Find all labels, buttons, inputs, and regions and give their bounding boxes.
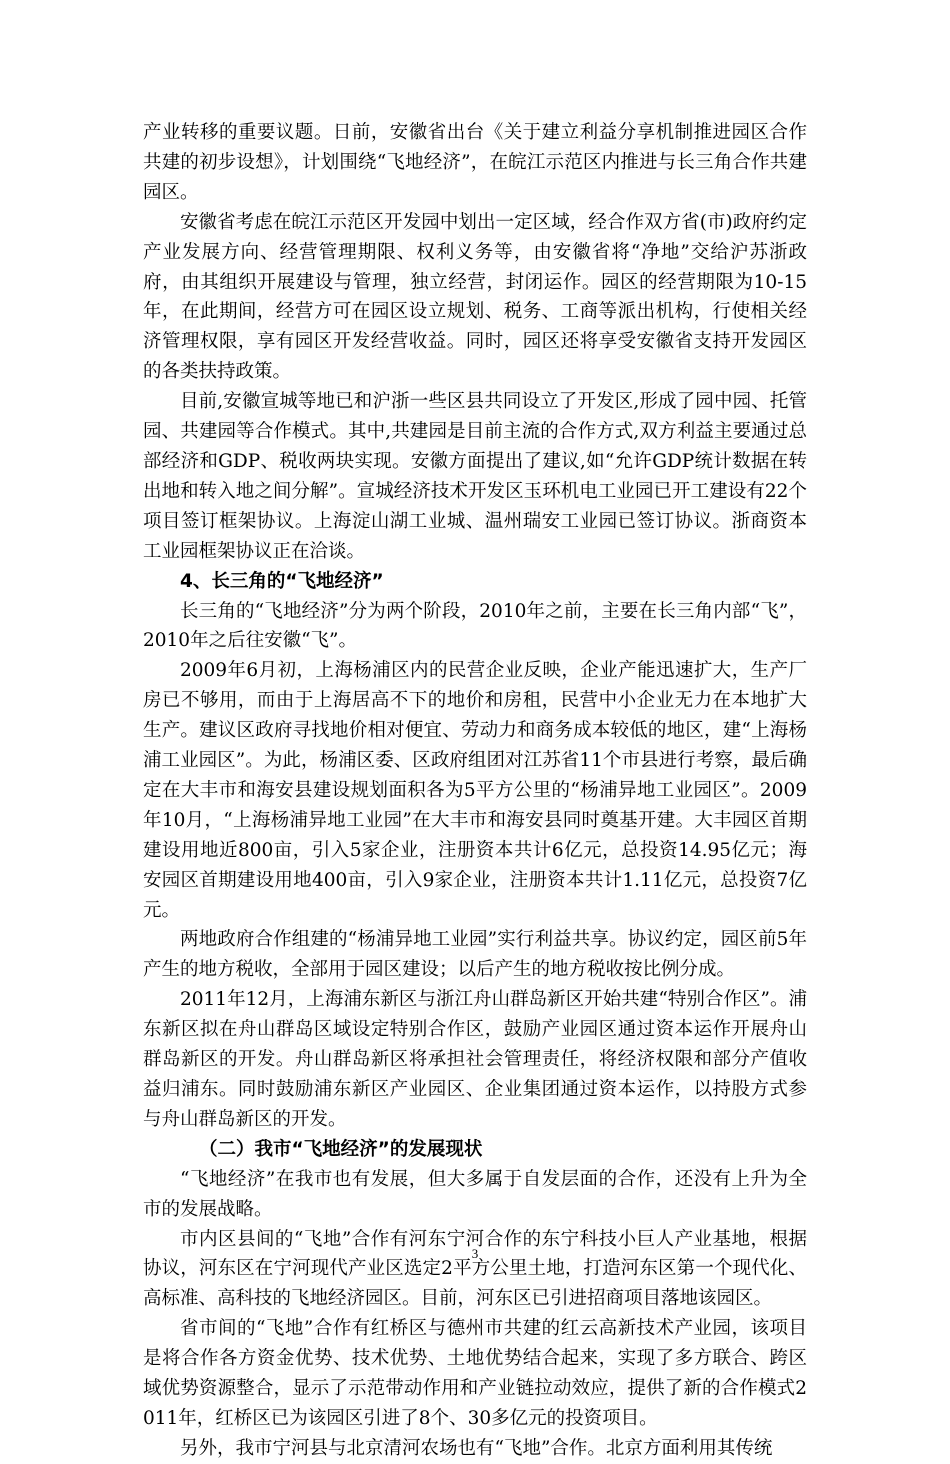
paragraph-2: 安徽省考虑在皖江示范区开发园中划出一定区域，经合作双方省(市)政府约定产业发展方向、经营管理期限、权利义务等，由安徽省将“净地”交给沪苏浙政府，由其组织开展建设与管理，独立经营，封闭运作。园区的经营期限为10-15年，在此期间，经营方可在园区设立规划、税务、工商等派出机构，行使相关经济管理权限，享有园区开发经营收益。同时，园区还将享受安徽省支持开发园区的各类扶持政策。 xyxy=(143,211,807,383)
paragraph-5: 2009年6月初，上海杨浦区内的民营企业反映，企业产能迅速扩大，生产厂房已不够用，而由于上海居高不下的地价和房租，民营中小企业无力在本地扩大生产。建议区政府寻找地价相对便宜、劳动力和商务成本较低的地区，建“上海杨浦工业园区”。为此，杨浦区委、区政府组团对江苏省11个市县进行考察，最后确定在大丰市和海安县建设规划面积各为5平方公里的“杨浦异地工业园区”。2009年10月，“上海杨浦异地工业园”在大丰市和海安县同时奠基开建。大丰园区首期建设用地近800亩，引入5家企业，注册资本共计6亿元，总投资14.95亿元；海安园区首期建设用地400亩，引入9家企业，注册资本共计1.11亿元，总投资7亿元。 xyxy=(143,660,807,921)
paragraph-10: 省市间的“飞地”合作有红桥区与德州市共建的红云高新技术产业园，该项目是将合作各方资金优势、技术优势、土地优势结合起来，实现了多方联合、跨区域优势资源整合，显示了示范带动作用和产业链拉动效应，提供了新的合作模式2011年，红桥区已为该园区引进了8个、30多亿元的投资项目。 xyxy=(143,1318,807,1429)
paragraph-8: “飞地经济”在我市也有发展，但大多属于自发层面的合作，还没有上升为全市的发展战略。 xyxy=(143,1168,807,1220)
page-number: 3 xyxy=(471,1246,479,1261)
paragraph-7: 2011年12月，上海浦东新区与浙江舟山群岛新区开始共建“特别合作区”。浦东新区拟在舟山群岛区域设定特别合作区，鼓励产业园区通过资本运作开展舟山群岛新区的开发。舟山群岛新区将承担社会管理责任，将经济权限和部分产值收益归浦东。同时鼓励浦东新区产业园区、企业集团通过资本运作，以持股方式参与舟山群岛新区的开发。 xyxy=(143,989,807,1130)
paragraph-3: 目前,安徽宣城等地已和沪浙一些区县共同设立了开发区,形成了园中园、托管园、共建园等合作模式。其中,共建园是目前主流的合作方式,双方利益主要通过总部经济和GDP、税收两块实现。安徽方面提出了建议,如“允许GDP统计数据在转出地和转入地之间分解”。宣城经济技术开发区玉环机电工业园已开工建设有22个项目签订框架协议。上海淀山湖工业城、温州瑞安工业园已签订协议。浙商资本工业园框架协议正在洽谈。 xyxy=(143,391,807,562)
section-heading-yangtze-delta: 4、长三角的“飞地经济” xyxy=(180,570,384,592)
paragraph-1: 产业转移的重要议题。日前，安徽省出台《关于建立利益分享机制推进园区合作共建的初步设想》，计划围绕“飞地经济”，在皖江示范区内推进与长三角合作共建园区。 xyxy=(143,122,807,203)
paragraph-4: 长三角的“飞地经济”分为两个阶段，2010年之前，主要在长三角内部“飞”，2010年之后往安徽“飞”。 xyxy=(143,600,807,652)
section-heading-city-status: （二）我市“飞地经济”的发展现状 xyxy=(199,1138,483,1160)
paragraph-11: 另外，我市宁河县与北京清河农场也有“飞地”合作。北京方面利用其传统 xyxy=(180,1437,773,1459)
paragraph-9: 市内区县间的“飞地”合作有河东宁河合作的东宁科技小巨人产业基地，根据协议，河东区在宁河现代产业区选定2平方公里土地，打造河东区第一个现代化、高标准、高科技的飞地经济园区。目前，河东区已引进招商项目落地该园区。 xyxy=(143,1228,807,1310)
paragraph-6: 两地政府合作组建的“杨浦异地工业园”实行利益共享。协议约定，园区前5年产生的地方税收，全部用于园区建设；以后产生的地方税收按比例分成。 xyxy=(143,929,807,981)
